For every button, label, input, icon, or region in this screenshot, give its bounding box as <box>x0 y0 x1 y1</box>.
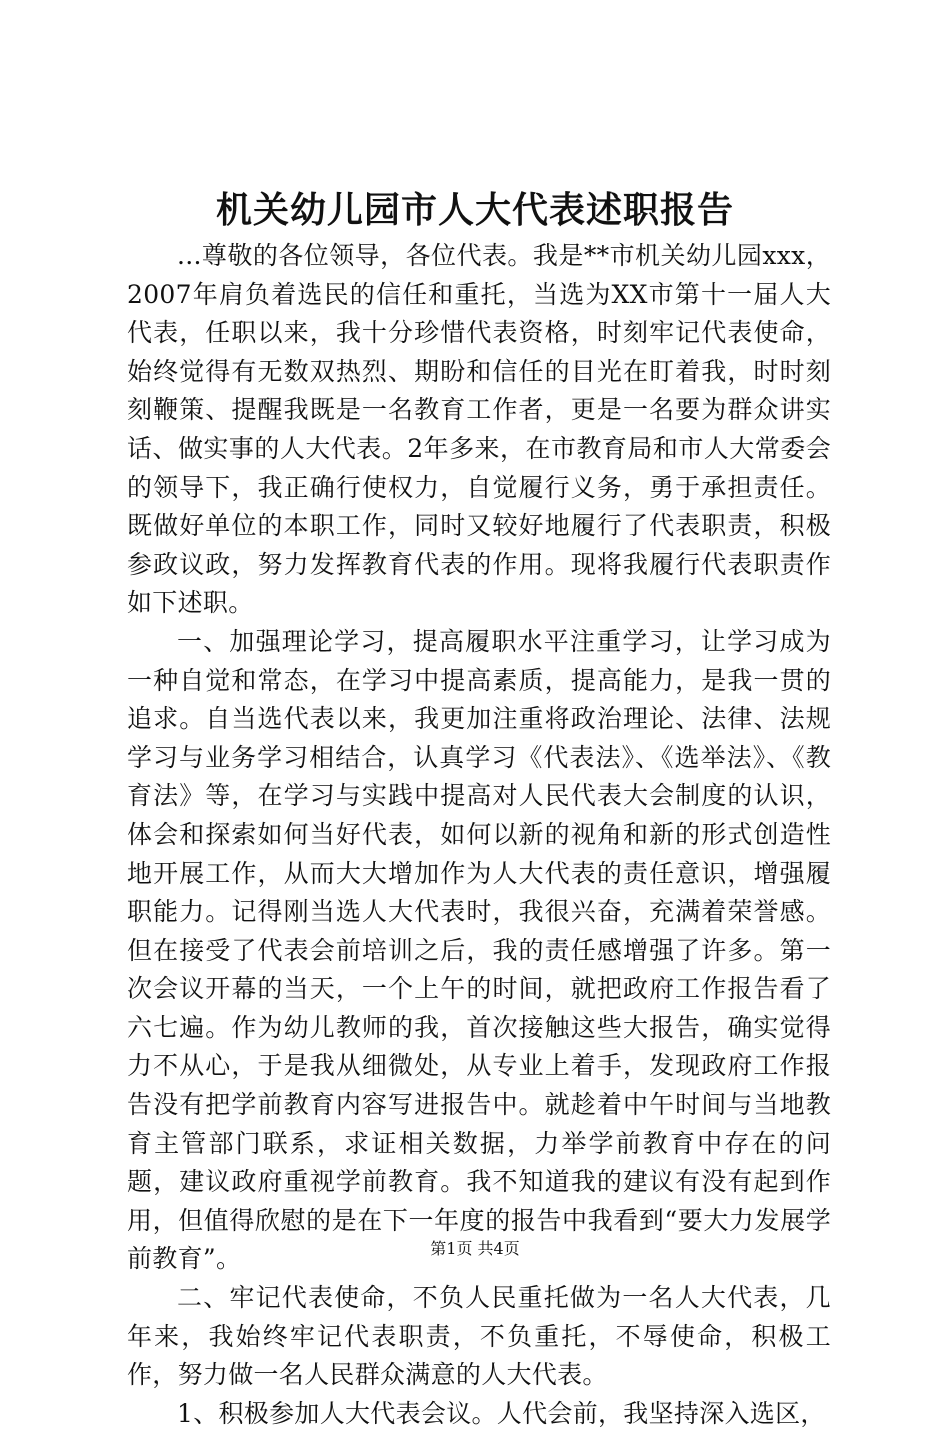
paragraph-item-one: 1、积极参加人大代表会议。人代会前，我坚持深入选区， <box>177 1398 826 1428</box>
paragraph-intro: ...尊敬的各位领导，各位代表。我是**市机关幼儿园xxx，2007年肩负着选民的信任和重托，当选为XX市第十一届人大代表，任职以来，我十分珍惜代表资格，时刻牢记代表使命，始终觉得有无数双热烈、期盼和信任的目光在盯着我，时时刻刻鞭策、提醒我既是一名教育工作者，更是一名要为群众讲实话、做实事的人大代表。2年多来，在市教育局和市人大常委会的领导下，我正确行使权力，自觉履行义务，勇于承担责任。既做好单位的本职工作，同时又较好地履行了代表职责，积极参政议政，努力发挥教育代表的作用。现将我履行代表职责作如下述职。 <box>127 241 831 618</box>
document-title: 机关幼儿园市人大代表述职报告 <box>215 189 734 231</box>
paragraph-section-one: 一、加强理论学习，提高履职水平注重学习，让学习成为一种自觉和常态，在学习中提高素质，提高能力，是我一贯的追求。自当选代表以来，我更加注重将政治理论、法律、法规学习与业务学习相结合，认真学习《代表法》、《选举法》、《教育法》等，在学习与实践中提高对人民代表大会制度的认识，体会和探索如何当好代表，如何以新的视角和新的形式创造性地开展工作，从而大大增加作为人大代表的责任意识，增强履职能力。记得刚当选人大代表时，我很兴奋，充满着荣誉感。但在接受了代表会前培训之后，我的责任感增强了许多。第一次会议开幕的当天，一个上午的时间，就把政府工作报告看了六七遍。作为幼儿教师的我，首次接触这些大报告，确实觉得力不从心，于是我从细微处，从专业上着手，发现政府工作报告没有把学前教育内容写进报告中。就趁着中午时间与当地教育主管部门联系，求证相关数据，力举学前教育中存在的问题，建议政府重视学前教育。我不知道我的建议有没有起到作用，但值得欣慰的是在下一年度的报告中我看到“要大力发展学前教育”。 <box>127 626 831 1274</box>
page-number-footer: 第1页 共4页 <box>430 1239 520 1258</box>
paragraph-section-two: 二、牢记代表使命，不负人民重托做为一名人大代表，几年来，我始终牢记代表职责，不负重托，不辱使命，积极工作，努力做一名人民群众满意的人大代表。 <box>127 1283 831 1390</box>
